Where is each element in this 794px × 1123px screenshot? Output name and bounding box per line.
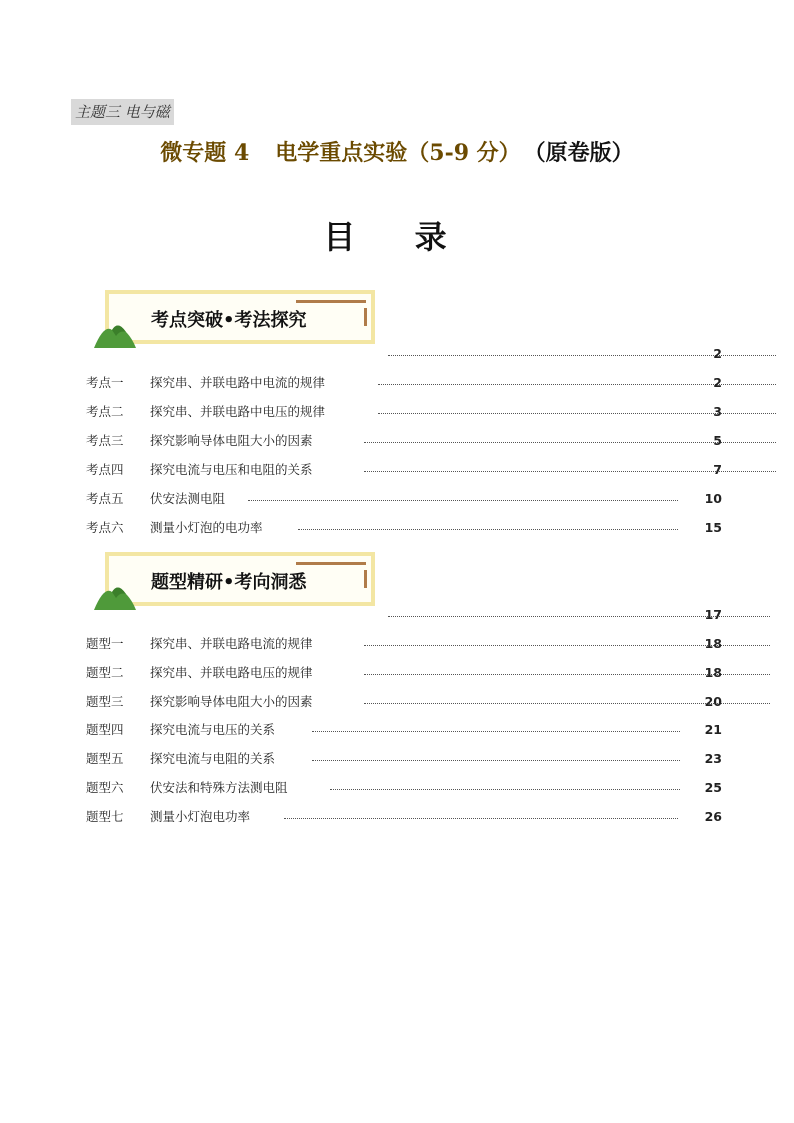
toc-dot-leader: [330, 789, 680, 790]
toc-page-number: 3: [713, 404, 722, 419]
subtitle-version: （原卷版）: [534, 140, 634, 166]
banner-bracket-decoration: [296, 562, 366, 565]
banner-bracket-decoration: [296, 300, 366, 303]
toc-entry[interactable]: [86, 779, 722, 797]
toc-page-number: 17: [704, 607, 722, 622]
toc-entry-title: 探究串、并联电路电流的规律: [150, 636, 313, 651]
toc-entry[interactable]: [86, 693, 722, 711]
toc-page-number: 2: [713, 375, 722, 390]
toc-entry-title: 探究影响导体电阻大小的因素: [150, 694, 313, 709]
toc-entry-code: 考点三: [86, 433, 124, 448]
toc-page-number: 20: [704, 694, 722, 709]
toc-title: 目 录: [323, 218, 471, 256]
toc-entry[interactable]: [86, 664, 722, 682]
toc-entry-code: 题型二: [86, 665, 124, 680]
toc-dot-leader: [312, 731, 680, 732]
toc-entry-title: 探究串、并联电路电压的规律: [150, 665, 313, 680]
toc-dot-leader: [298, 529, 678, 530]
toc-page-number: 18: [704, 665, 722, 680]
toc-page-number: 5: [713, 433, 722, 448]
section-banner-label: 考点突破•考法探究: [151, 310, 307, 331]
toc-page-number: 26: [704, 809, 722, 824]
toc-entry[interactable]: [86, 432, 722, 450]
toc-entry-title: 测量小灯泡电功率: [150, 809, 251, 824]
toc-page-number: 10: [704, 491, 722, 506]
toc-entry[interactable]: [86, 490, 722, 508]
toc-entry[interactable]: [86, 461, 722, 479]
banner-bracket-decoration: [364, 308, 367, 326]
toc-page-number: 23: [704, 751, 722, 766]
toc-dot-leader: [312, 760, 680, 761]
toc-page-number: 2: [713, 346, 722, 361]
toc-entry-title: 测量小灯泡的电功率: [150, 520, 263, 535]
topic-tag: 主题三 电与磁: [71, 99, 174, 125]
toc-section-line[interactable]: [86, 606, 722, 624]
toc-entry-code: 考点一: [86, 375, 124, 390]
section-banner-label: 题型精研•考向洞悉: [151, 572, 307, 593]
toc-entry-title: 探究电流与电压的关系: [150, 722, 276, 737]
subtitle-name: 电学重点实验（5-9 分）: [275, 140, 521, 166]
toc-page-number: 18: [704, 636, 722, 651]
toc-page-number: 7: [713, 462, 722, 477]
toc-entry[interactable]: [86, 374, 722, 392]
toc-entry-title: 伏安法和特殊方法测电阻: [150, 780, 288, 795]
toc-entry-title: 探究电流与电阻的关系: [150, 751, 276, 766]
toc-entry-code: 题型三: [86, 694, 124, 709]
toc-entry-title: 探究电流与电压和电阻的关系: [150, 462, 313, 477]
toc-section-line[interactable]: [86, 345, 722, 363]
toc-entry-code: 考点四: [86, 462, 124, 477]
banner-bracket-decoration: [364, 570, 367, 588]
section-banner-2: [96, 552, 386, 612]
document-subtitle: [0, 136, 794, 167]
toc-dot-leader: [248, 500, 678, 501]
toc-page-number: 25: [704, 780, 722, 795]
toc-page-number: 21: [704, 722, 722, 737]
toc-entry-title: 探究串、并联电路中电压的规律: [150, 404, 326, 419]
toc-entry-code: 题型七: [86, 809, 124, 824]
toc-entry-code: 考点六: [86, 520, 124, 535]
toc-entry[interactable]: [86, 750, 722, 768]
section-banner-1: [96, 290, 386, 350]
toc-entry-code: 考点二: [86, 404, 124, 419]
toc-entry-code: 题型五: [86, 751, 124, 766]
toc-entry-code: 题型六: [86, 780, 124, 795]
subtitle-main: 微专题 4: [160, 140, 250, 166]
toc-page-number: 15: [704, 520, 722, 535]
toc-entry[interactable]: [86, 721, 722, 739]
toc-entry-code: 题型一: [86, 636, 124, 651]
toc-entry-code: 题型四: [86, 722, 124, 737]
toc-entry-code: 考点五: [86, 491, 124, 506]
toc-entry-title: 伏安法测电阻: [150, 491, 226, 506]
toc-entry-title: 探究串、并联电路中电流的规律: [150, 375, 326, 390]
toc-dot-leader: [284, 818, 678, 819]
toc-entry[interactable]: [86, 519, 722, 537]
toc-entry[interactable]: [86, 808, 722, 826]
toc-entry-title: 探究影响导体电阻大小的因素: [150, 433, 313, 448]
toc-entry[interactable]: [86, 403, 722, 421]
toc-entry[interactable]: [86, 635, 722, 653]
